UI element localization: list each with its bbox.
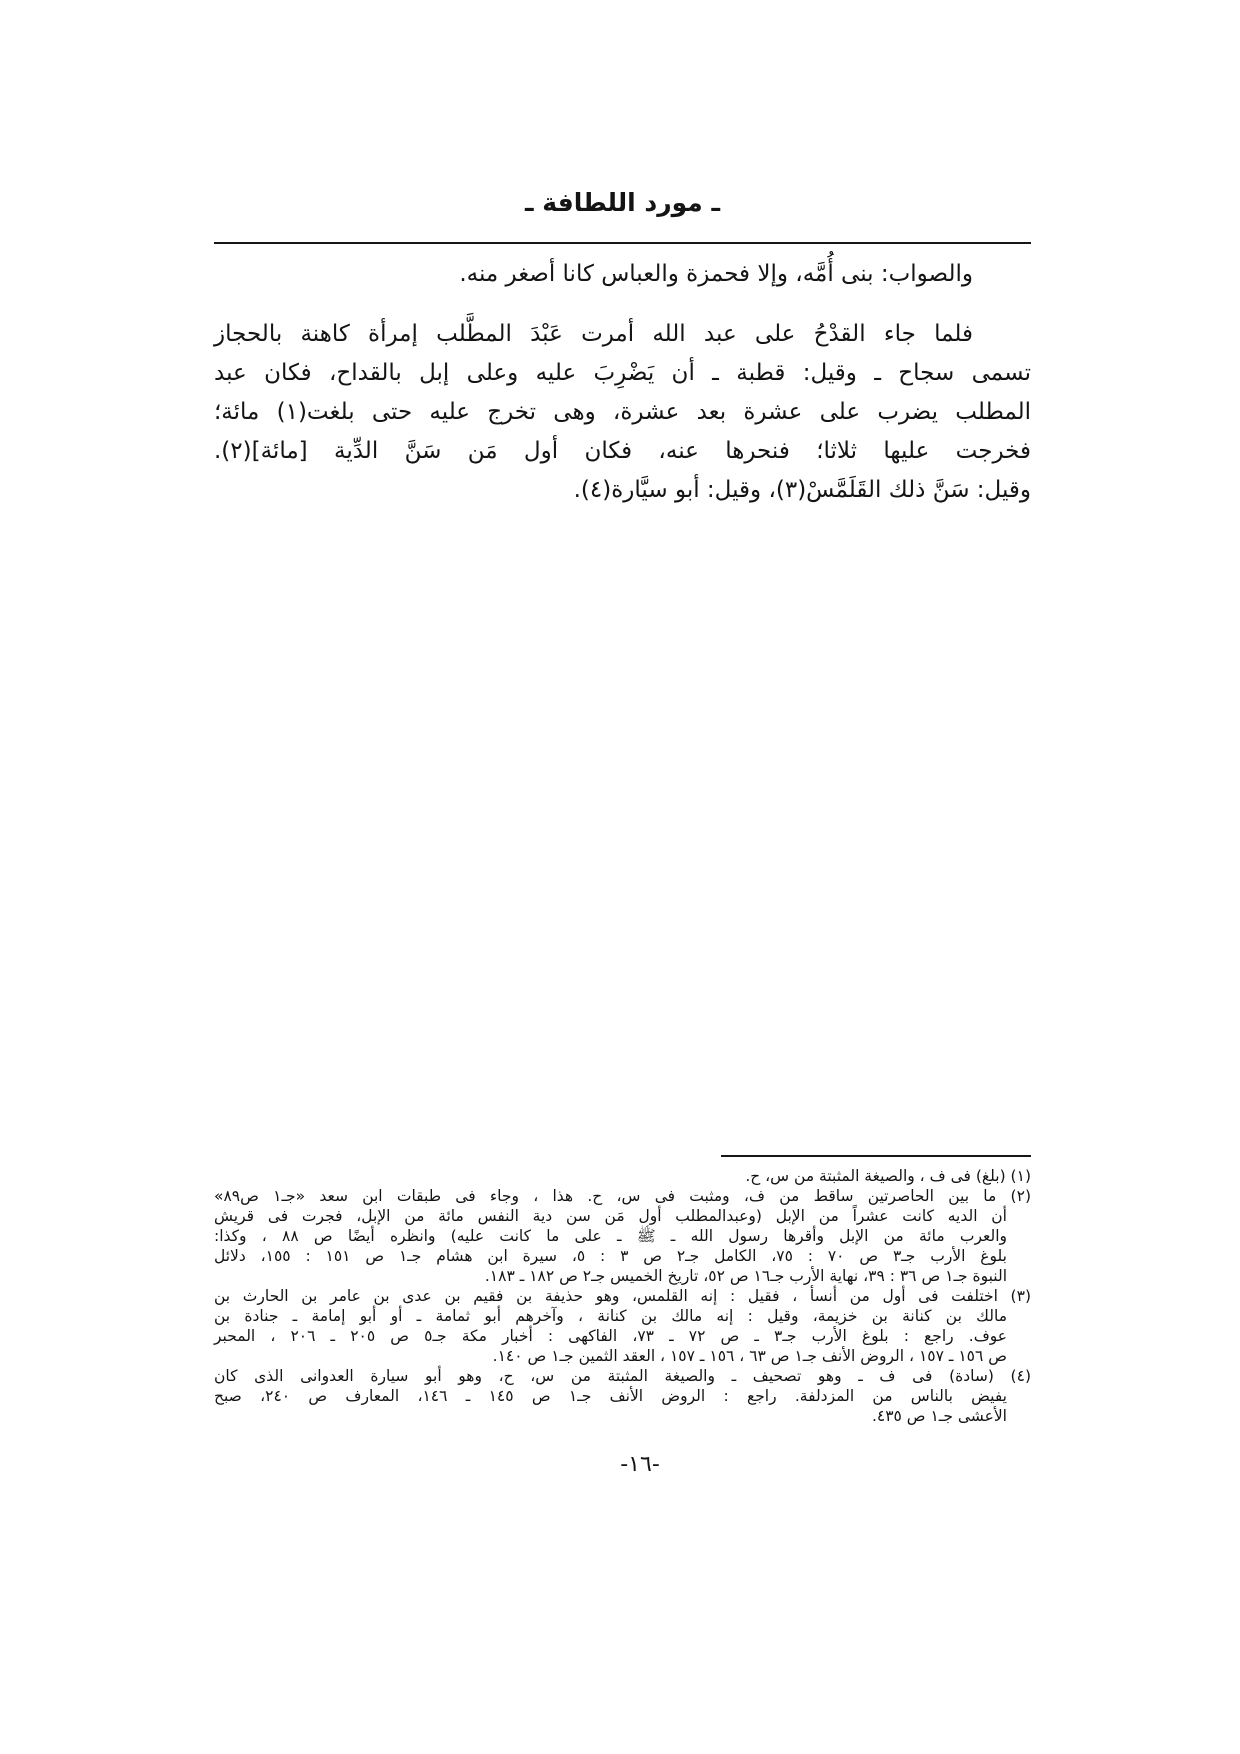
footnote-line: (٢) ما بين الحاصرتين ساقط من ف، ومثبت فى س، ح. هذا ، وجاء فى طبقات ابن سعد «جـ١ ص٨٩» [214,1187,1031,1205]
body-line: تسمى سجاح ـ وقيل: قطبة ـ أن يَضْرِبَ عليه وعلى إبل بالقداح، فكان عبد [214,360,1031,386]
footnote-line: الأعشى جـ١ ص ٤٣٥. [871,1407,1007,1425]
header-rule [214,242,1031,244]
body-text [214,255,1031,510]
footnote-2 [214,1186,1031,1286]
footnote-4 [214,1366,1031,1426]
body-line: والصواب: بنى أُمَّه، وإلا فحمزة والعباس كانا أصغر منه. [459,261,973,287]
body-line: فخرجت عليها ثلاثا؛ فنحرها عنه، فكان أول مَن سَنَّ الدِّية [مائة](٢). [214,438,1031,464]
footnote-line: يفيض بالناس من المزدلفة. راجع : الروض الأنف جـ١ ص ١٤٥ ـ ١٤٦، المعارف ص ٢٤٠، صبح [214,1387,1007,1405]
footnotes [214,1166,1031,1426]
footnote-line: (١) (بلغ) فى ف ، والصيغة المثبتة من س، ح. [745,1167,1031,1185]
footnote-line: النبوة جـ١ ص ٣٦ : ٣٩، نهاية الأرب جـ١٦ ص ٥٢، تاريخ الخميس جـ٢ ص ١٨٢ ـ ١٨٣. [484,1267,1007,1285]
running-head: ـ مورد اللطافة ـ [524,188,720,217]
footnote-line: عوف. راجع : بلوغ الأرب جـ٣ ـ ص ٧٢ ـ ٧٣، الفاكهى : أخبار مكة جـ٥ ص ٢٠٥ ـ ٢٠٦ ، المحبر [214,1327,1008,1345]
footnote-line: (٤) (سادة) فى ف ـ وهو تصحيف ـ والصيغة المثبتة من س، ح، وهو أبو سيارة العدوانى الذى كان [214,1367,1031,1385]
footnote-line: (٣) اختلفت فى أول من أنسأ ، فقيل : إنه القلمس، وهو حذيفة بن فقيم بن عدى بن عامر بن الحارث بن [214,1287,1031,1305]
footnote-line: والعرب مائة من الإبل وأقرها رسول الله ـ ﷺ ـ على ما كانت عليه) وانظره أيضًا ص ٨٨ ، وكذا: [214,1227,1008,1245]
footnote-1 [214,1166,1031,1186]
footnote-3 [214,1286,1031,1366]
page-number: -١٦- [620,1452,660,1477]
footnote-line: مالك بن كنانة بن خزيمة، وقيل : إنه مالك بن كنانة ، وآخرهم أبو ثمامة ـ أو أبو إمامة ـ جنادة بن [214,1307,1007,1325]
footnote-line: أن الديه كانت عشراً من الإبل (وعبدالمطلب أول مَن سن دية النفس مائة من الإبل، فجرت فى قريش [214,1207,1007,1225]
footnote-line: بلوغ الأرب جـ٣ ص ٧٠ : ٧٥، الكامل جـ٢ ص ٣ : ٥، سيرة ابن هشام جـ١ ص ١٥١ : ١٥٥، دلائل [214,1247,1007,1265]
footnote-line: ص ١٥٦ ـ ١٥٧ ، الروض الأنف جـ١ ص ٦٣ ، ١٥٦ ـ ١٥٧ ، العقد الثمين جـ١ ص ١٤٠. [492,1347,1007,1365]
body-line: فلما جاء القدْحُ على عبد الله أمرت عَبْدَ المطَّلب إمرأة كاهنة بالحجاز [214,321,973,347]
footnote-rule [721,1155,1031,1157]
body-line: وقيل: سَنَّ ذلك القَلَمَّسْ(٣)، وقيل: أبو سيَّارة(٤). [573,477,1031,503]
body-line: المطلب يضرب على عشرة بعد عشرة، وهى تخرج عليه حتى بلغت(١) مائة؛ [214,399,1032,425]
